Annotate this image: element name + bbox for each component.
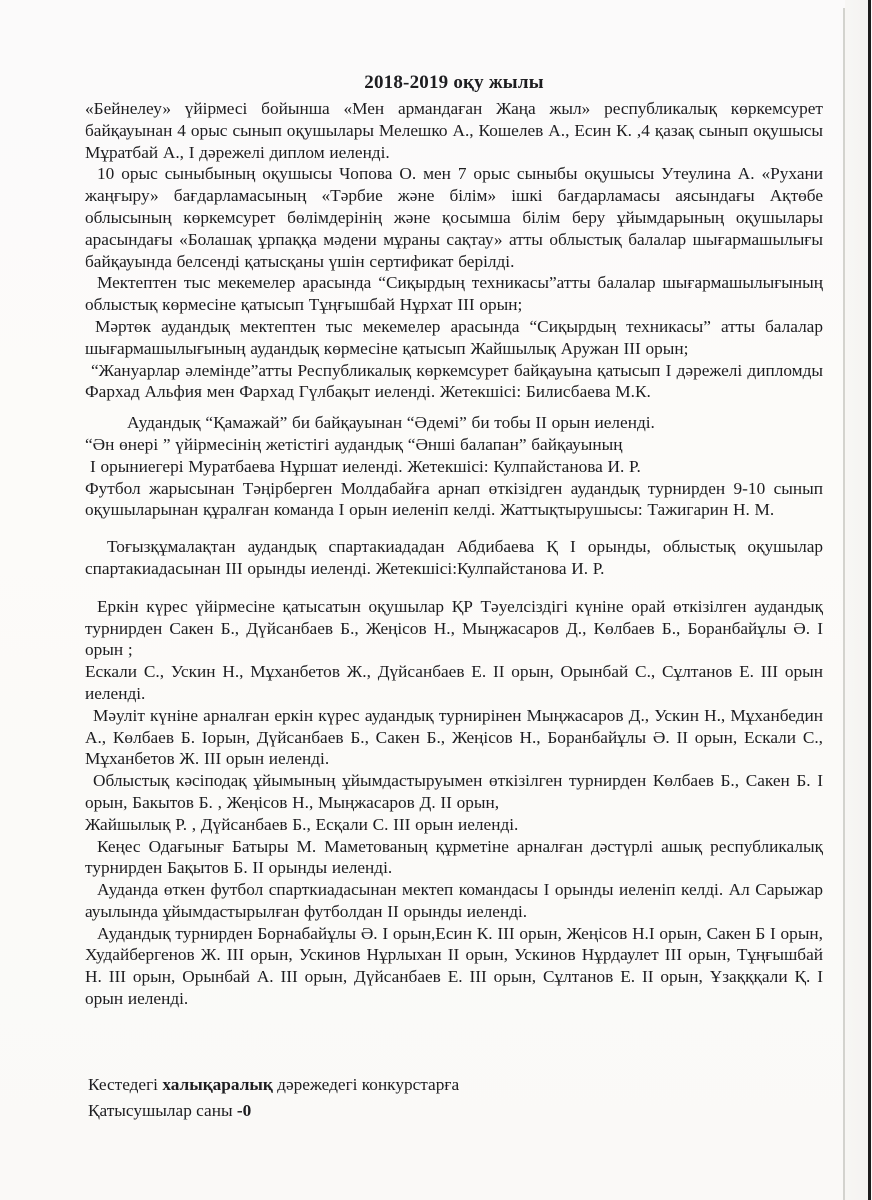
page-edge-line [843,8,845,1200]
paragraph: Мәртөк аудандық мектептен тыс мекемелер арасында “Сиқырдың техникасы” атты балалар шығармашылығының аудандық көрмесіне қатысып Жайшылық Аружан ІІІ орын; [85,316,823,358]
paragraph: Тоғызқұмалақтан аудандық спартакиададан Абдибаева Қ І орынды, облыстық оқушылар спартакиадасынан ІІІ орынды иеленді. Жетекшісі:Кулпайстанова И. Р. [85,537,823,578]
paragraph: “Ән өнері ” үйірмесінің жетістігі аудандық “Әнші балапан” байқауының [85,434,623,454]
summary-line-contest [88,1072,788,1098]
summary-line-participants [88,1098,788,1124]
paragraph: Ескали С., Ускин Н., Мұханбетов Ж., Дүйсанбаев Е. ІІ орын, Орынбай С., Сұлтанов Е. ІІІ орын иеленді. [85,662,823,703]
summary-line1-bold: халықаралық [162,1075,273,1094]
scan-edge-tint [845,0,868,1200]
paragraph: “Жануарлар әлемінде”атты Республикалық көркемсурет байқауына қатысып І дәрежелі дипломды Фархад Альфия мен Фархад Гүлбақыт иеленді. Жетекшісі: Билисбаева М.К. [85,360,823,402]
paragraph: «Бейнелеу» үйірмесі бойынша «Мен армандаған Жаңа жыл» республикалық көркемсурет байқауынан 4 орыс сынып оқушылары Мелешко А., Кошелев А., Есин К. ,4 қазақ сынып оқушысы Мұратбай А., І дәрежелі диплом иеленді. [85,99,823,162]
document-paragraphs [85,98,823,1010]
paragraph: Ауданда өткен футбол спарткиадасынан мектеп командасы І орынды иеленіп келді. Ал Сарыжар ауылында ұйымдастырылған футболдан ІІ орынды иеленді. [85,880,823,921]
paragraph: Жайшылық Р. , Дүйсанбаев Б., Есқали С. ІІІ орын иеленді. [85,814,519,834]
document-title: 2018-2019 оқу жылы [364,72,544,93]
paragraph: І орыниегері Муратбаева Нұршат иеленді. Жетекшісі: Кулпайстанова И. Р. [90,456,641,476]
document-content [85,72,823,1010]
paragraph: 10 орыс сыныбының оқушысы Чопова О. мен 7 орыс сыныбы оқушысы Утеулина А. «Рухани жаңғыру» бағдарламасының «Тәрбие және білім» ішкі бағдарламасы аясындағы Ақтөбе облысының көркемсурет бөлімдерінің және қосымша білім беру ұйымдарының оқушылары арасындағы «Болашақ ұрпаққа мәдени мұраны сақтау» атты облыстық балалар шығармашылығы байқауында белсенді қатысқаны үшін сертификат берілді. [85,164,823,271]
paragraph: Еркін күрес үйірмесіне қатысатын оқушылар ҚР Тәуелсіздігі күніне орай өткізілген аудандық турнирден Сакен Б., Дүйсанбаев Б., Жеңісов Н., Мыңжасаров Д., Көлбаев Б., Боранбайұлы Ә. І орын ; [85,596,823,660]
summary-line2-prefix: Қатысушылар саны [88,1101,237,1120]
summary-line1-prefix: Кестедегі [88,1075,163,1094]
scanner-edge-shadow [868,0,871,1200]
paragraph: Аудандық “Қамажай” би байқауынан “Әдемі” би тобы ІІ орын иеленді. [127,413,655,433]
summary-block [88,1072,788,1124]
summary-line1-suffix: дәрежедегі конкурстарға [272,1075,460,1094]
summary-line2-bold: -0 [236,1101,252,1120]
paragraph: Футбол жарысынан Тәңірберген Молдабайға арнап өткізідген аудандық турнирден 9-10 сынып оқушыларынан құралған команда І орын иеленіп келді. Жаттықтырушысы: Тажигарин Н. М. [85,478,823,520]
paragraph: Мектептен тыс мекемелер арасында “Сиқырдың техникасы”атты балалар шығармашылығының облыстық көрмесіне қатысып Тұңғышбай Нұрхат ІІІ орын; [85,273,823,315]
paragraph: Облыстық кәсіподақ ұйымының ұйымдастыруымен өткізілген турнирден Көлбаев Б., Сакен Б. І орын, Бакытов Б. , Жеңісов Н., Мыңжасаров Д. ІІ орын, [85,771,823,812]
paragraph: Кеңес Одағынығ Батыры М. Маметованың құрметіне арналған дәстүрлі ашық республикалық турнирден Бақытов Б. ІІ орынды иеленді. [85,836,823,878]
paragraph: Аудандық турнирден Борнабайұлы Ә. І орын,Есин К. ІІІ орын, Жеңісов Н.І орын, Сакен Б І орын, Худайбергенов Ж. ІІІ орын, Ускинов Нұрлыхан ІІ орын, Ускинов Нұрдаулет ІІІ орын, Тұңғышбай Н. ІІІ орын, Орынбай А. ІІІ орын, Дүйсанбаев Е. ІІІ орын, Сұлтанов Е. ІІ орын, Ұзақққали Қ. І орын иеленді. [85,923,823,1009]
paragraph: Мәуліт күніне арналған еркін күрес аудандық турнирінен Мыңжасаров Д., Ускин Н., Мұханбедин А., Көлбаев Б. Іорын, Дүйсанбаев Б., Сакен Б., Жеңісов Н., Боранбайұлы Ә. ІІ орын, Ескали С., Мұханбетов Ж. ІІІ орын иеленді. [85,705,823,769]
